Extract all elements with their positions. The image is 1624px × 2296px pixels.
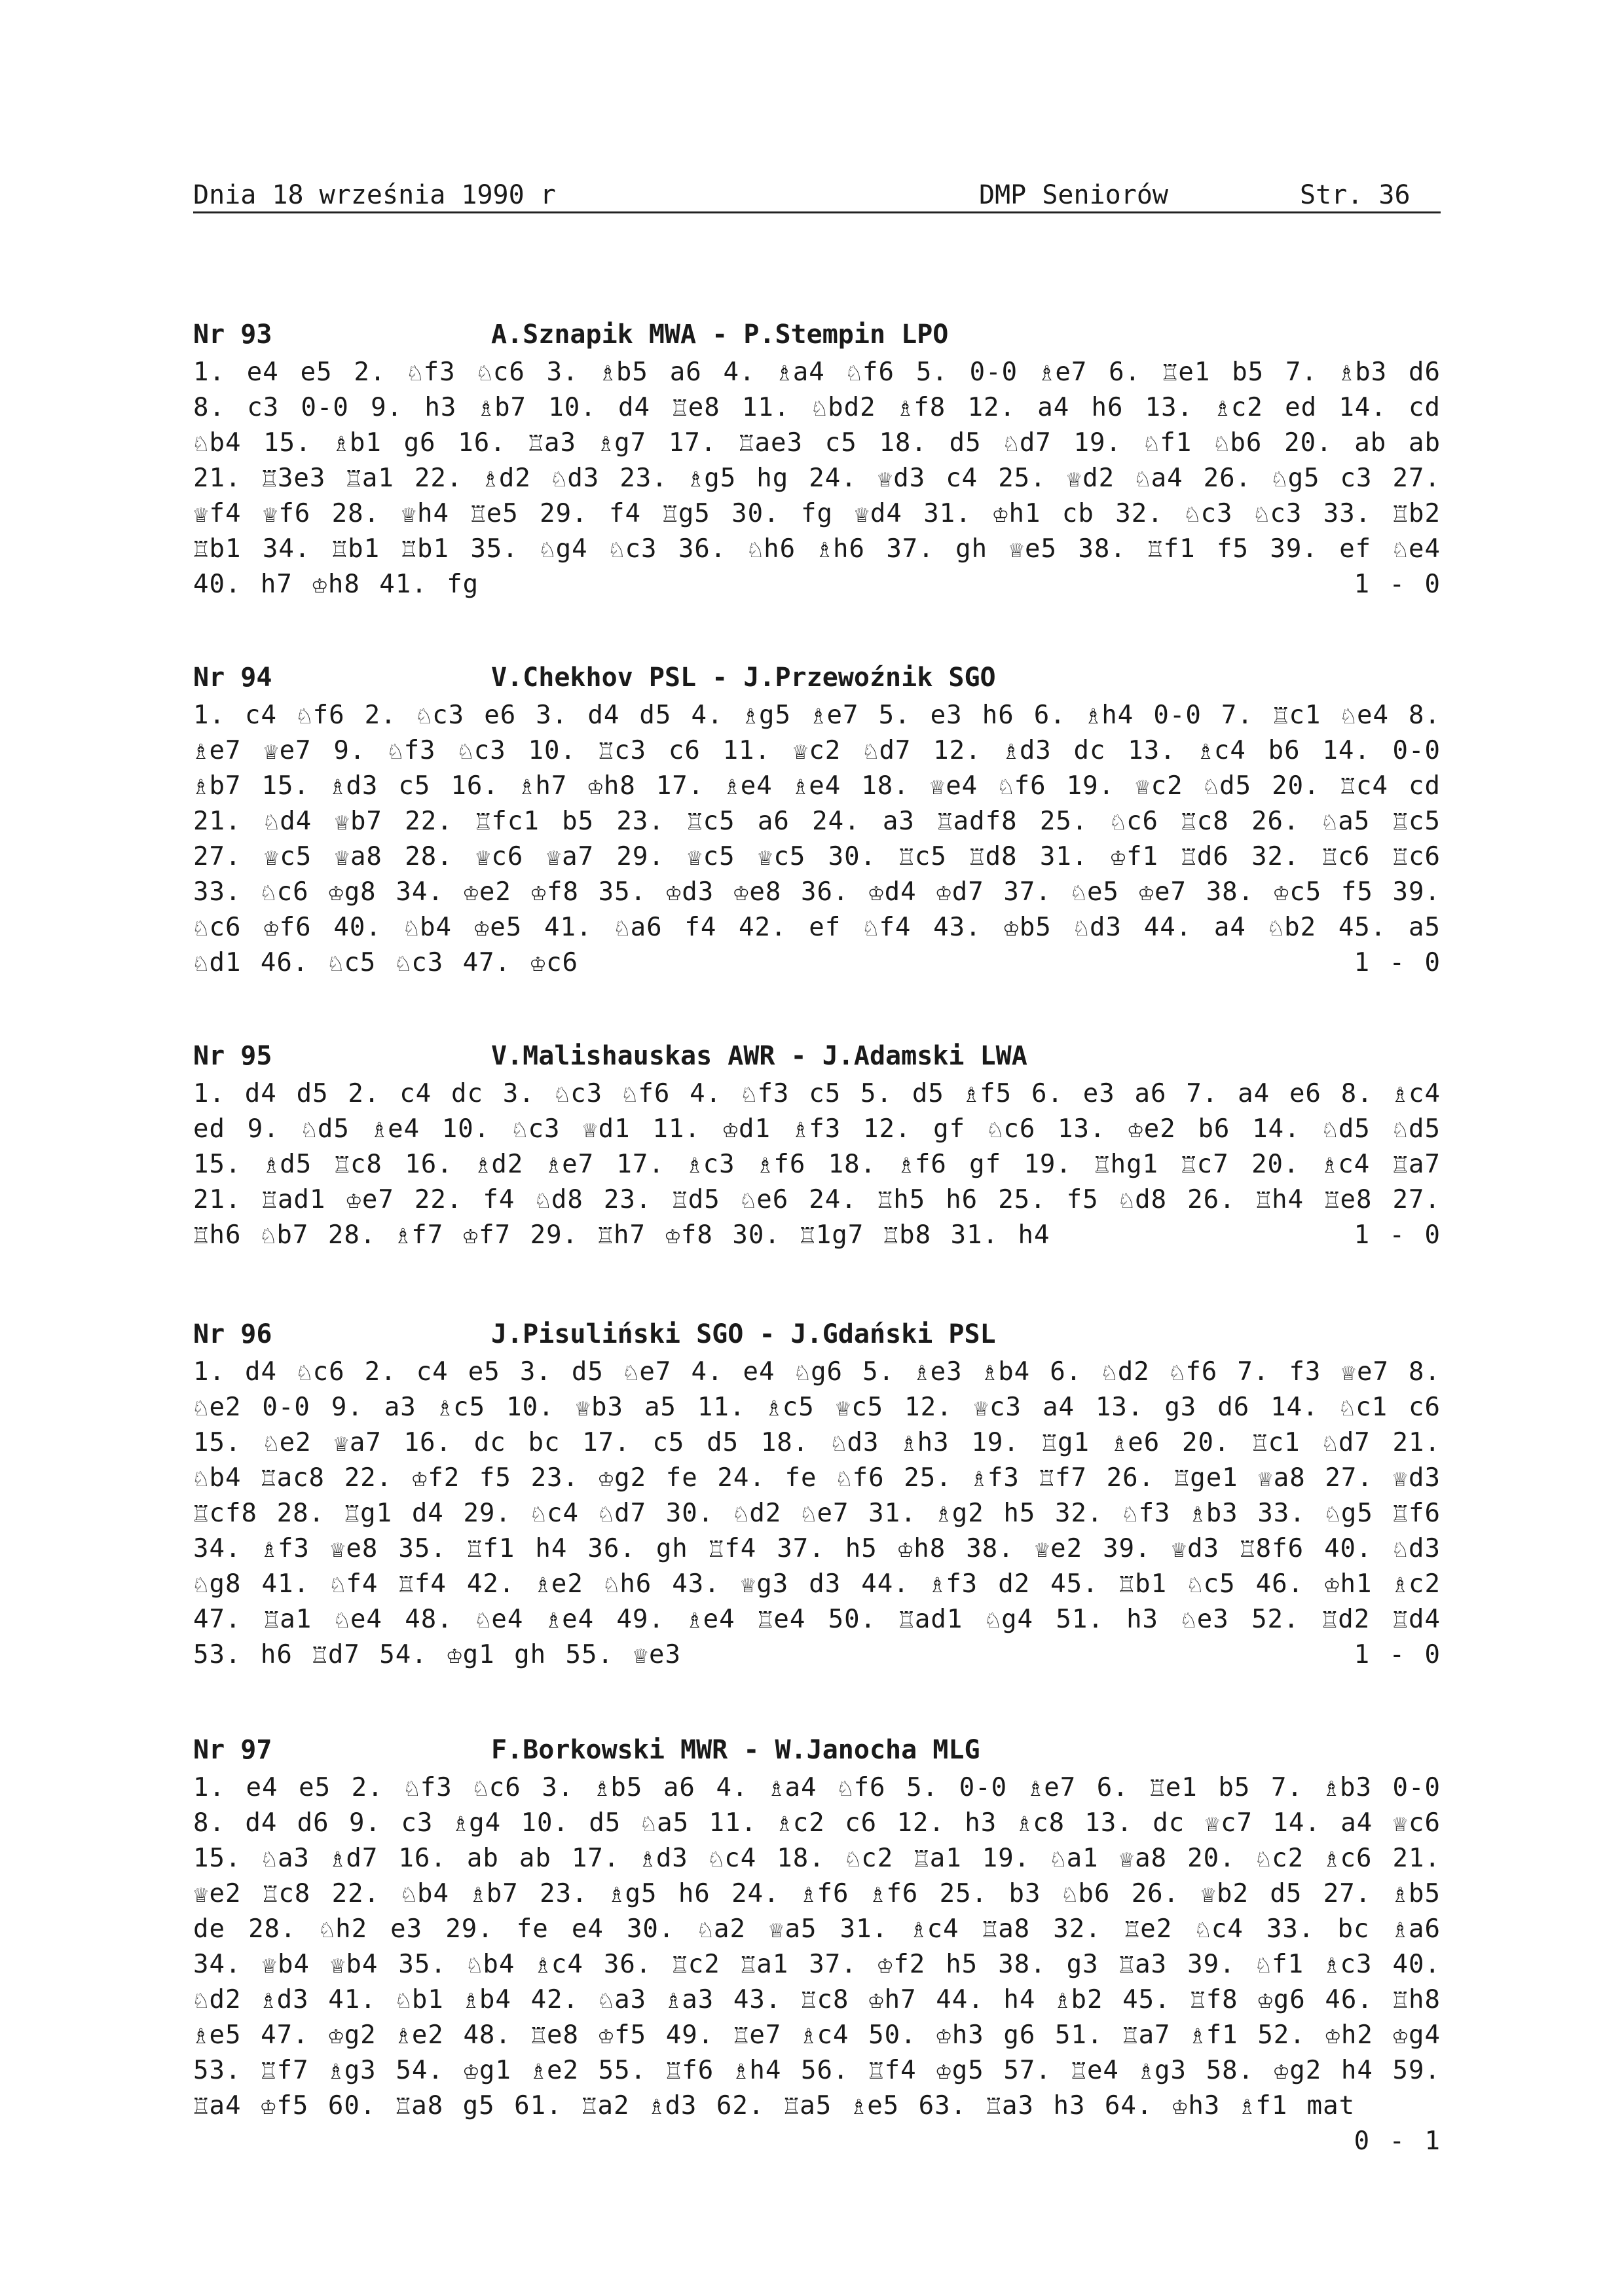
game-moves: [193, 355, 1441, 602]
game-result: 1 - 0: [1354, 1640, 1441, 1669]
game-heading: [193, 1319, 1441, 1355]
game-players: J.Pisuliński SGO - J.Gdański PSL: [491, 1319, 996, 1349]
moves-text: 1. d4 ♘c6 2. c4 e5 3. d5 ♘e7 4. e4 ♘g6 5. ♗e3 ♗b4 6. ♘d2 ♘f6 7. f3 ♕e7 8. ♘e2 0-0 9. a3 ♗c5 10. ♕b3 a5 11. ♗c5 ♕c5 12. ♕c3 a4 13. g3 d6 14. ♘c1 c6 15. ♘e2 ♕a7 16. dc bc 17. c5 d5 18. ♘d3 ♗h3 19. ♖g1 ♗e6 20. ♖c1 ♘d7 21. ♘b4 ♖ac8 22. ♔f2 f5 23. ♔g2 fe 24. fe ♘f6 25. ♗f3 ♖f7 26. ♖ge1 ♕a8 27. ♕d3 ♖cf8 28. ♖g1 d4 29. ♘c4 ♘d7 30. ♘d2 ♘e7 31. ♗g2 h5 32. ♘f3 ♗b3 33. ♘g5 ♖f6 34. ♗f3 ♕e8 35. ♖f1 h4 36. gh ♖f4 37. h5 ♔h8 38. ♕e2 39. ♕d3 ♖8f6 40. ♘d3 ♘g8 41. ♘f4 ♖f4 42. ♗e2 ♘h6 43. ♕g3 d3 44. ♗f3 d2 45. ♖b1 ♘c5 46. ♔h1 ♗c2 47. ♖a1 ♘e4 48. ♘e4 ♗e4 49. ♗e4 ♖e4 50. ♖ad1 ♘g4 51. h3 ♘e3 52. ♖d2 ♖d4 53. h6 ♖d7 54. ♔g1 gh 55. ♕e3: [193, 1357, 1441, 1669]
moves-text: 1. c4 ♘f6 2. ♘c3 e6 3. d4 d5 4. ♗g5 ♗e7 5. e3 h6 6. ♗h4 0-0 7. ♖c1 ♘e4 8. ♗e7 ♕e7 9. ♘f3 ♘c3 10. ♖c3 c6 11. ♕c2 ♘d7 12. ♗d3 dc 13. ♗c4 b6 14. 0-0 ♗b7 15. ♗d3 c5 16. ♗h7 ♔h8 17. ♗e4 ♗e4 18. ♕e4 ♘f6 19. ♕c2 ♘d5 20. ♖c4 cd 21. ♘d4 ♕b7 22. ♖fc1 b5 23. ♖c5 a6 24. a3 ♖adf8 25. ♘c6 ♖c8 26. ♘a5 ♖c5 27. ♕c5 ♕a8 28. ♕c6 ♕a7 29. ♕c5 ♕c5 30. ♖c5 ♖d8 31. ♔f1 ♖d6 32. ♖c6 ♖c6 33. ♘c6 ♔g8 34. ♔e2 ♔f8 35. ♔d3 ♔e8 36. ♔d4 ♔d7 37. ♘e5 ♔e7 38. ♔c5 f5 39. ♘c6 ♔f6 40. ♘b4 ♔e5 41. ♘a6 f4 42. ef ♘f4 43. ♔b5 ♘d3 44. a4 ♘b2 45. a5 ♘d1 46. ♘c5 ♘c3 47. ♔c6: [193, 701, 1441, 977]
game-heading: [193, 663, 1441, 698]
game-players: F.Borkowski MWR - W.Janocha MLG: [491, 1735, 980, 1765]
header-date: Dnia 18 września 1990 r: [193, 180, 556, 210]
game-result: 0 - 1: [1354, 2126, 1441, 2156]
game-result: 1 - 0: [1354, 948, 1441, 977]
game-97: [193, 1735, 1441, 2159]
game-moves: [193, 698, 1441, 981]
page-header: [193, 180, 1441, 213]
game-heading: [193, 319, 1441, 355]
game-heading: [193, 1735, 1441, 1770]
header-event: DMP Seniorów: [979, 180, 1168, 210]
moves-text: 1. e4 e5 2. ♘f3 ♘c6 3. ♗b5 a6 4. ♗a4 ♘f6 5. 0-0 ♗e7 6. ♖e1 b5 7. ♗b3 d6 8. c3 0-0 9. h3 ♗b7 10. d4 ♖e8 11. ♘bd2 ♗f8 12. a4 h6 13. ♗c2 ed 14. cd ♘b4 15. ♗b1 g6 16. ♖a3 ♗g7 17. ♖ae3 c5 18. d5 ♘d7 19. ♘f1 ♘b6 20. ab ab 21. ♖3e3 ♖a1 22. ♗d2 ♘d3 23. ♗g5 hg 24. ♕d3 c4 25. ♕d2 ♘a4 26. ♘g5 c3 27. ♕f4 ♕f6 28. ♕h4 ♖e5 29. f4 ♖g5 30. fg ♕d4 31. ♔h1 cb 32. ♘c3 ♘c3 33. ♖b2 ♖b1 34. ♖b1 ♖b1 35. ♘g4 ♘c3 36. ♘h6 ♗h6 37. gh ♕e5 38. ♖f1 f5 39. ef ♘e4 40. h7 ♔h8 41. fg: [193, 357, 1441, 599]
game-result: 1 - 0: [1354, 1220, 1441, 1250]
game-moves: [193, 1355, 1441, 1673]
game-94: [193, 663, 1441, 981]
game-96: [193, 1319, 1441, 1673]
moves-text: 1. e4 e5 2. ♘f3 ♘c6 3. ♗b5 a6 4. ♗a4 ♘f6 5. 0-0 ♗e7 6. ♖e1 b5 7. ♗b3 0-0 8. d4 d6 9. c3 ♗g4 10. d5 ♘a5 11. ♗c2 c6 12. h3 ♗c8 13. dc ♕c7 14. a4 ♕c6 15. ♘a3 ♗d7 16. ab ab 17. ♗d3 ♘c4 18. ♘c2 ♖a1 19. ♘a1 ♕a8 20. ♘c2 ♗c6 21. ♕e2 ♖c8 22. ♘b4 ♗b7 23. ♗g5 h6 24. ♗f6 ♗f6 25. b3 ♘b6 26. ♕b2 d5 27. ♗b5 de 28. ♘h2 e3 29. fe e4 30. ♘a2 ♕a5 31. ♗c4 ♖a8 32. ♖e2 ♘c4 33. bc ♗a6 34. ♕b4 ♕b4 35. ♘b4 ♗c4 36. ♖c2 ♖a1 37. ♔f2 h5 38. g3 ♖a3 39. ♘f1 ♗c3 40. ♘d2 ♗d3 41. ♘b1 ♗b4 42. ♘a3 ♗a3 43. ♖c8 ♔h7 44. h4 ♗b2 45. ♖f8 ♔g6 46. ♖h8 ♗e5 47. ♔g2 ♗e2 48. ♖e8 ♔f5 49. ♖e7 ♗c4 50. ♔h3 g6 51. ♖a7 ♗f1 52. ♔h2 ♔g4 53. ♖f7 ♗g3 54. ♔g1 ♗e2 55. ♖f6 ♗h4 56. ♖f4 ♔g5 57. ♖e4 ♗g3 58. ♔g2 h4 59. ♖a4 ♔f5 60. ♖a8 g5 61. ♖a2 ♗d3 62. ♖a5 ♗e5 63. ♖a3 h3 64. ♔h3 ♗f1 mat: [193, 1773, 1441, 2121]
game-players: V.Chekhov PSL - J.Przewoźnik SGO: [491, 663, 996, 693]
header-page: Str. 36: [1300, 180, 1411, 210]
game-result: 1 - 0: [1354, 570, 1441, 599]
game-95: [193, 1041, 1441, 1253]
game-heading: [193, 1041, 1441, 1076]
moves-text: 1. d4 d5 2. c4 dc 3. ♘c3 ♘f6 4. ♘f3 c5 5. d5 ♗f5 6. e3 a6 7. a4 e6 8. ♗c4 ed 9. ♘d5 ♗e4 10. ♘c3 ♕d1 11. ♔d1 ♗f3 12. gf ♘c6 13. ♔e2 b6 14. ♘d5 ♘d5 15. ♗d5 ♖c8 16. ♗d2 ♗e7 17. ♗c3 ♗f6 18. ♗f6 gf 19. ♖hg1 ♖c7 20. ♗c4 ♖a7 21. ♖ad1 ♔e7 22. f4 ♘d8 23. ♖d5 ♘e6 24. ♖h5 h6 25. f5 ♘d8 26. ♖h4 ♖e8 27. ♖h6 ♘b7 28. ♗f7 ♔f7 29. ♖h7 ♔f8 30. ♖1g7 ♖b8 31. h4: [193, 1079, 1441, 1250]
game-number: Nr 94: [193, 663, 272, 693]
game-players: A.Sznapik MWA - P.Stempin LPO: [491, 319, 949, 350]
game-moves: [193, 1770, 1441, 2156]
game-93: [193, 319, 1441, 602]
game-players: V.Malishauskas AWR - J.Adamski LWA: [491, 1041, 1027, 1071]
game-number: Nr 95: [193, 1041, 272, 1071]
game-number: Nr 96: [193, 1319, 272, 1349]
game-number: Nr 97: [193, 1735, 272, 1765]
game-moves: [193, 1076, 1441, 1253]
game-number: Nr 93: [193, 319, 272, 350]
